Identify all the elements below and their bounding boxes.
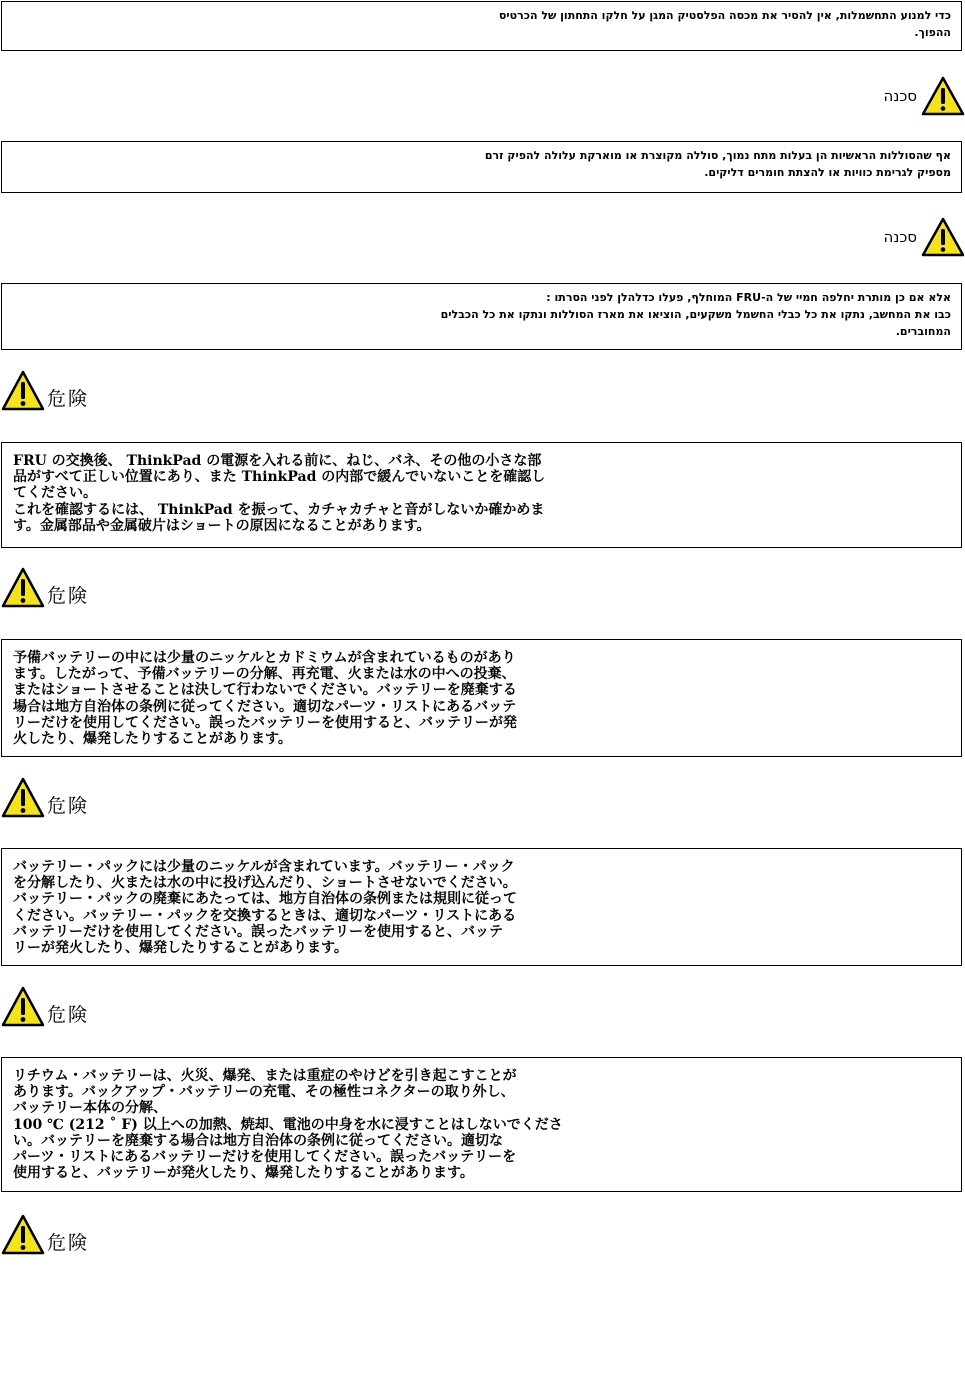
danger-label: 危険 xyxy=(47,387,90,410)
danger-heading xyxy=(0,76,965,116)
warning-triangle-icon xyxy=(1,1214,45,1256)
danger-heading xyxy=(1,370,89,412)
danger-heading xyxy=(1,567,89,609)
box-line: 火したり、爆発したりすることがあります。 xyxy=(13,731,292,748)
box-line: 場合は地方自治体の条例に従ってください。適切なパーツ・リストにあるバッテ xyxy=(13,698,517,715)
box-line: またはショートさせることは決して行わないでください。バッテリーを廃棄する xyxy=(13,682,517,699)
box-line: ください。バッテリー・パックを交換するときは、適切なパーツ・リストにある xyxy=(13,907,517,924)
warning-triangle-icon xyxy=(921,76,965,116)
warning-triangle-icon xyxy=(1,777,45,819)
danger-label: 危険 xyxy=(47,1003,90,1026)
warning-box-1 xyxy=(1,1,962,51)
box-line: バッテリー・パックには少量のニッケルが含まれています。バッテリー・パック xyxy=(13,859,515,875)
warning-box-6 xyxy=(1,848,962,966)
box-line: パーツ・リストにあるバッテリーだけを使用してください。誤ったバッテリーを xyxy=(13,1149,517,1166)
box-line: リーだけを使用してください。誤ったバッテリーを使用すると、バッテリーが発 xyxy=(13,714,517,731)
warning-triangle-icon xyxy=(1,370,45,412)
warning-triangle-icon xyxy=(921,217,965,257)
warning-box-3 xyxy=(1,283,962,350)
box-line: אף שהסוללות הראשיות הן בעלות מתח נמוך, סוללה מקוצרת או מוארקת עלולה להפיק זרם xyxy=(484,149,951,162)
warning-triangle-icon xyxy=(1,567,45,609)
box-line: バッテリー・パックの廃棄にあたっては、地方自治体の条例または規則に従って xyxy=(13,891,517,908)
box-line: バッテリー本体の分解、 xyxy=(13,1100,167,1117)
danger-heading xyxy=(1,777,89,819)
box-line: המחוברים. xyxy=(895,325,951,338)
danger-heading xyxy=(0,217,965,257)
danger-heading xyxy=(1,986,89,1028)
warning-box-2 xyxy=(1,141,962,193)
danger-label: 危険 xyxy=(47,794,90,817)
box-line: ההפוך. xyxy=(914,26,951,39)
box-line: מספיק לגרימת כוויות או להצתת חומרים דליקים. xyxy=(704,166,951,179)
warning-box-7 xyxy=(1,1057,962,1192)
box-line: を分解したり、火または水の中に投げ込んだり、ショートさせないでください。 xyxy=(13,875,517,892)
danger-label: סכנה xyxy=(883,228,917,246)
danger-label: 危険 xyxy=(47,1231,90,1254)
warning-triangle-icon xyxy=(1,986,45,1028)
box-line: あります。バックアップ・バッテリーの充電、その極性コネクターの取り外し、 xyxy=(13,1084,515,1101)
box-line: これを確認するには、 ThinkPad を振って、カチャカチャと音がしないか確かめま xyxy=(13,501,545,518)
box-line: い。バッテリーを廃棄する場合は地方自治体の条例に従ってください。適切な xyxy=(13,1132,503,1149)
danger-heading xyxy=(1,1214,89,1256)
box-line: כבו את המחשב, נתקו את כל כבלי החשמל משקעים, הוציאו את מארז הסוללות ונתקו את כל הכבלים xyxy=(440,308,951,321)
box-line: אלא אם כן מותרת יחלפה חמיי של ה-FRU המוחלף, פעלו כדלהלן לפני הסרתו : xyxy=(546,291,951,304)
box-line: כדי למנוע התחשמלות, אין להסיר את מכסה הפלסטיק המגן על חלקו התחתון של הכרטיס xyxy=(498,9,951,22)
box-line: リーが発火したり、爆発したりすることがあります。 xyxy=(13,940,348,957)
danger-label: סכנה xyxy=(883,87,917,105)
box-line: てください。 xyxy=(13,485,97,502)
box-line: 品がすべて正しい位置にあり、また ThinkPad の内部で緩んでいないことを確認し xyxy=(13,469,546,486)
box-line: 使用すると、バッテリーが発火したり、爆発したりすることがあります。 xyxy=(13,1165,474,1182)
box-line: 予備バッテリーの中には少量のニッケルとカドミウムが含まれているものがあり xyxy=(13,650,516,666)
box-line: ます。したがって、予備バッテリーの分解、再充電、火または水の中への投棄、 xyxy=(13,666,516,683)
warning-box-4 xyxy=(1,442,962,548)
box-line: リチウム・バッテリーは、火災、爆発、または重症のやけどを引き起こすことが xyxy=(13,1068,517,1084)
warning-box-5 xyxy=(1,639,962,757)
box-line: FRU の交換後、 ThinkPad の電源を入れる前に、ねじ、バネ、その他の小さな部 xyxy=(13,453,542,469)
box-line: す。金属部品や金属破片はショートの原因になることがあります。 xyxy=(13,517,431,534)
danger-label: 危険 xyxy=(47,584,90,607)
box-line: バッテリーだけを使用してください。誤ったバッテリーを使用すると、バッテ xyxy=(13,923,503,940)
box-line: 100 ℃ (212 ˚ F) 以上への加熱、焼却、電池の中身を水に浸すことはしないでくださ xyxy=(13,1116,563,1133)
